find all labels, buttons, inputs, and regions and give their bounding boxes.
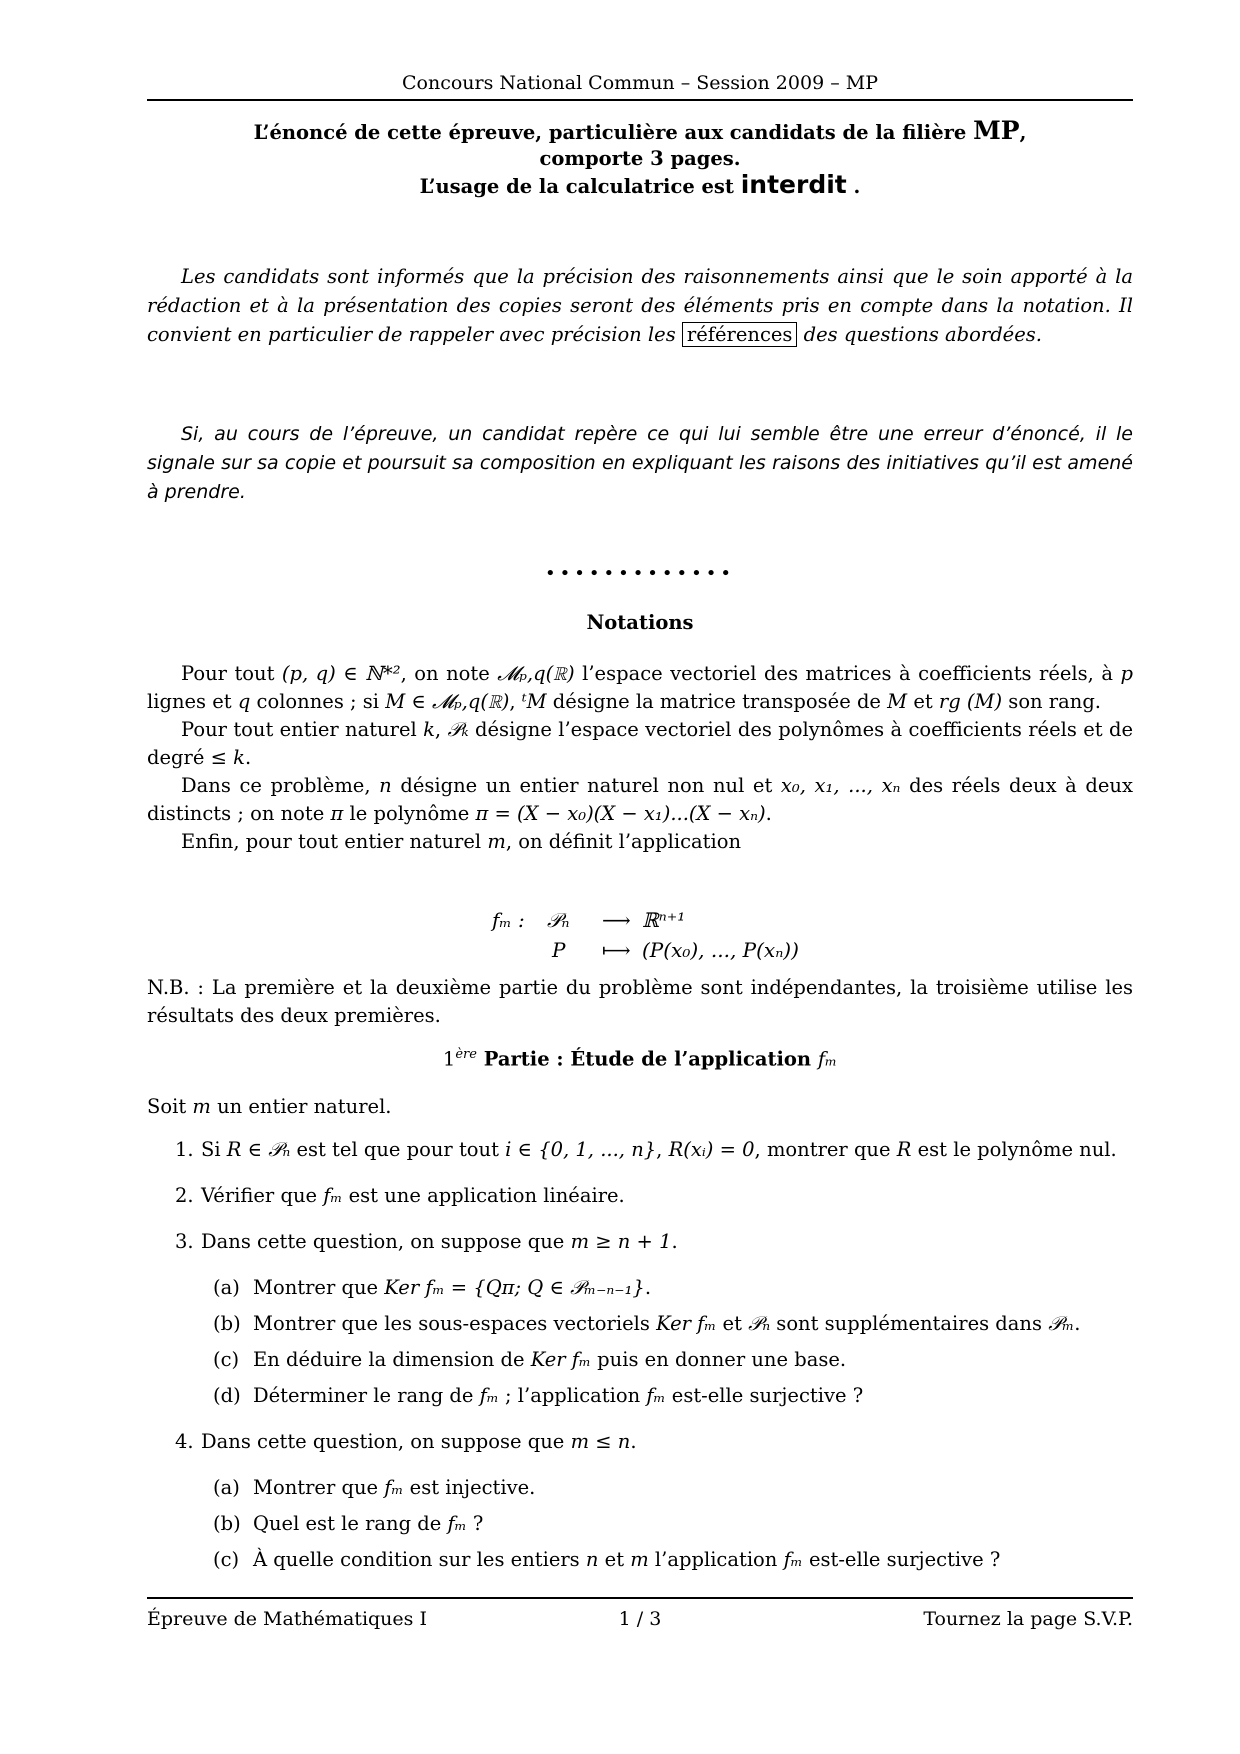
preamble-line1-c: , [1019,121,1027,144]
part1-q3-b-b: et [716,1312,749,1335]
notations-p1-m3: p [1120,662,1133,685]
nb-note: N.B. : La première et la deuxième partie du problème sont indépendantes, la troisième utilise les résultats des deux premières. [147,976,1133,1027]
notice-erreur: Si, au cours de l’épreuve, un candidat repère ce qui lui semble être une erreur d’énoncé, il le signale sur sa copie et poursuit sa composition en expliquant les raisons des initiatives qu’il est amené à prendre. [147,423,1133,503]
part1-q3-b-a: Montrer que les sous-espaces vectoriels [253,1312,657,1335]
part1-q3-num: 3. [175,1230,194,1253]
notations-p3-m4: π = (X − x₀)(X − x₁)...(X − xₙ) [475,802,766,825]
map-arrow-2: ⟼ [602,938,631,962]
notations-p1-a: Pour tout [181,662,282,685]
notations-p1 [147,660,1133,716]
notations-p2-b: , [434,718,448,741]
map-domain: 𝒫ₙ [547,908,570,932]
part1-q3-d-c: est-elle surjective ? [665,1384,864,1407]
header-rule [147,99,1133,101]
notations-p2-d: . [244,746,252,769]
part1-q4-a-a: Montrer que [253,1476,385,1499]
footer-left: Épreuve de Mathématiques I [147,1608,427,1630]
part1-q4-a-num: (a) [213,1476,240,1499]
part1-q1-num: 1. [175,1138,194,1161]
part1-q3-c-a: En déduire la dimension de [253,1348,531,1371]
notice-precision [147,262,1133,349]
part1-q3-d-num: (d) [213,1384,241,1407]
notations-p3-b: désigne un entier naturel non nul et [391,774,781,797]
notations-p4 [147,828,1133,856]
part1-q3-a-b: . [644,1276,652,1299]
notations-p1-d: lignes et [147,690,238,713]
notations-p2-a: Pour tout entier naturel [181,718,424,741]
part1-q4-c-m3: fₘ [783,1548,803,1571]
part1-intro-a: Soit [147,1095,193,1118]
notations-p2-m3: ≤ k [210,746,245,769]
part1-q1-b: est tel que pour tout [290,1138,506,1161]
part1-q3-a: Dans cette question, on suppose que [201,1230,571,1253]
preamble-line1-a: L’énoncé de cette épreuve, particulière aux candidats de la filière [253,121,974,144]
part1-q4-c-b: et [598,1548,631,1571]
part1-q4-b-num: (b) [213,1512,241,1535]
notations-p4-m1: m [487,830,506,853]
part1-q3-b-num: (b) [213,1312,241,1335]
notations-p2-m1: k [423,718,435,741]
part1-q1-m3: R(xᵢ) = 0 [668,1138,755,1161]
notations-p1-b: , on note [400,662,498,685]
question-4 [175,1430,1133,1453]
part1-q4-b: . [630,1430,637,1453]
part1-q2-a: Vérifier que [201,1184,324,1207]
question-3c [213,1348,1133,1371]
question-3d [213,1384,1133,1407]
part1-q3-b-c: sont supplémentaires dans [770,1312,1049,1335]
footer-right: Tournez la page S.V.P. [923,1608,1133,1630]
part1-q3-d-m1: fₘ [479,1384,499,1407]
part1-q1-m4: R [896,1138,912,1161]
part1-q3-a-num: (a) [213,1276,240,1299]
notations-p1-m1: (p, q) ∈ ℕ*² [281,662,401,685]
part1-q1-c: , [656,1138,669,1161]
question-3 [175,1230,1133,1253]
part1-q2-num: 2. [175,1184,194,1207]
part1-q3-b-d: . [1074,1312,1081,1335]
question-3a [213,1276,1133,1299]
part1-q2-b: est une application linéaire. [342,1184,625,1207]
part1-q3-d-b: ; l’application [498,1384,647,1407]
separator-dots: ••••••••••••• [544,563,736,584]
part1-q4-b-a: Quel est le rang de [253,1512,448,1535]
part1-q3-m1: m ≥ n + 1 [570,1230,672,1253]
part1-num: 1 [442,1047,456,1071]
notice1-text-b: des questions abordées. [797,323,1042,346]
part1-title: Partie : Étude de l’application [476,1047,818,1071]
part1-q2-m1: fₘ [323,1184,343,1207]
notations-p1-c: l’espace vectoriel des matrices à coefficients réels, à [574,662,1121,685]
notations-p2-c: désigne l’espace vectoriel des polynômes à coefficients réels et de degré [147,718,1133,769]
part1-q3-c-b: puis en donner une base. [590,1348,847,1371]
question-4b [213,1512,1133,1535]
part1-q3-a-a: Montrer que [253,1276,385,1299]
notations-p4-a: Enfin, pour tout entier naturel [181,830,488,853]
map-arrow-1: ⟶ [602,908,631,932]
part1-q4-c-a: À quelle condition sur les entiers [253,1548,586,1571]
part1-q3-b: . [671,1230,678,1253]
part1-q4-a-b: est injective. [403,1476,536,1499]
notations-p1-m2: 𝓜ₚ,q(ℝ) [497,662,575,685]
notations-p3-a: Dans ce problème, [181,774,380,797]
notations-p1-i: son rang. [1002,690,1101,713]
map-definition [492,905,832,965]
notations-p1-m4: q [237,690,251,713]
map-variable: P [552,938,566,962]
notations-p1-f: , [509,690,522,713]
map-row-1 [492,905,832,935]
part1-q3-a-m1: Ker fₘ = {Qπ; Q ∈ 𝒫ₘ₋ₙ₋₁} [384,1276,645,1299]
notations-p4-b: , on définit l’application [505,830,742,853]
part1-q1-e: est le polynôme nul. [911,1138,1117,1161]
preamble [147,118,1133,200]
preamble-line-1 [147,118,1133,146]
notations-p1-g: désigne la matrice transposée de [546,690,888,713]
part1-q4-c-c: l’application [648,1548,784,1571]
running-header: Concours National Commun – Session 2009 – MP [402,72,878,94]
notations-p3-e: . [765,802,772,825]
interdit-word: interdit [740,170,847,199]
references-box: références [682,322,798,347]
part1-title-m: fₘ [817,1047,838,1071]
part1-intro-b: un entier naturel. [210,1095,392,1118]
notations-title: Notations [586,611,694,634]
part1-q3-c-num: (c) [213,1348,240,1371]
question-4a [213,1476,1133,1499]
part1-q3-c-m1: Ker fₘ [530,1348,591,1371]
exam-page [147,0,1133,1754]
footer-page-number: 1 / 3 [618,1608,662,1630]
notations-p2-m2: 𝒫ₖ [447,718,469,741]
part1-q3-b-m1: Ker fₘ [656,1312,717,1335]
notations-p2 [147,716,1133,772]
question-1 [175,1138,1133,1161]
notations-p3 [147,772,1133,828]
part1-sup: ère [455,1047,477,1062]
part1-q4-m1: m ≤ n [570,1430,631,1453]
notations-p1-m8: rg (M) [938,690,1003,713]
part1-q4-c-num: (c) [213,1548,240,1571]
map-image: (P(x₀), ..., P(xₙ)) [642,938,799,962]
part1-q3-d-m2: fₘ [646,1384,666,1407]
part1-intro-m: m [192,1095,211,1118]
notations-p3-c: des réels deux à deux distincts ; on note [147,774,1133,825]
notice1-text-a: Les candidats sont informés que la précision des raisonnements ainsi que le soin apporté à la rédaction et à la présentation des copies seront des éléments pris en compte dans la notation. Il convient en particulier de rappeler avec précision les [147,265,1133,346]
preamble-line-3 [147,172,1133,200]
notations-p3-m1: n [379,774,392,797]
map-row-2 [492,935,832,965]
part1-q4-a-m1: fₘ [384,1476,404,1499]
part1-q3-d-a: Déterminer le rang de [253,1384,480,1407]
part1-q3-b-m3: 𝒫ₘ [1048,1312,1075,1335]
question-4c [213,1548,1133,1571]
preamble-line-2: comporte 3 pages. [539,147,741,170]
notations-p1-m6: ᵗM [521,690,547,713]
notations-p1-e: colonnes ; si [250,690,386,713]
notations-p3-m2: x₀, x₁, ..., xₙ [780,774,901,797]
part1-q4-c-d: est-elle surjective ? [802,1548,1001,1571]
part1-q3-b-m2: 𝒫ₙ [748,1312,771,1335]
part1-q1-m2: i ∈ {0, 1, ..., n} [505,1138,657,1161]
part1-q1-d: , montrer que [754,1138,897,1161]
part1-intro [147,1093,1133,1121]
map-codomain: ℝⁿ⁺¹ [642,908,686,932]
filiere-mp: MP [973,116,1020,145]
notations-p1-m7: M [887,690,908,713]
preamble-line3-c: . [846,175,861,198]
notations-p3-d: le polynôme [343,802,476,825]
question-2 [175,1184,1133,1207]
notations-p1-h: et [907,690,939,713]
part1-q1-m1: R ∈ 𝒫ₙ [226,1138,291,1161]
part1-q1-a: Si [201,1138,227,1161]
map-name: fₘ : [492,908,525,932]
part1-q4-c-m1: n [585,1548,599,1571]
footer-rule [147,1597,1133,1599]
part1-q4-b-m1: fₘ [447,1512,467,1535]
part1-q4-num: 4. [175,1430,194,1453]
part1-q4-a: Dans cette question, on suppose que [201,1430,571,1453]
notations-p3-m3: π [330,802,344,825]
part1-q4-b-b: ? [466,1512,484,1535]
part1-title [147,1047,1133,1071]
question-3b [213,1312,1133,1335]
notations-p1-m5: M ∈ 𝓜ₚ,q(ℝ) [385,690,510,713]
part1-q4-c-m2: m [630,1548,649,1571]
preamble-line3-a: L’usage de la calculatrice est [419,175,741,198]
